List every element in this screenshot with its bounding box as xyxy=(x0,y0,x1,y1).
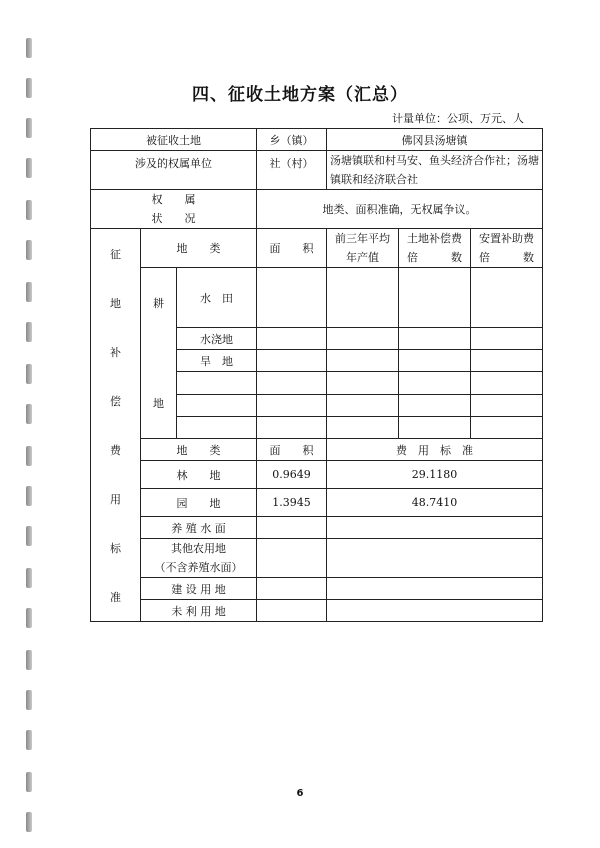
other-area: 0.9649 xyxy=(257,461,327,489)
village-label: 社（村） xyxy=(257,151,327,190)
other-row xyxy=(91,600,543,622)
binding-hole xyxy=(26,690,32,710)
unit-label: 计量单位：公项、万元、人 xyxy=(392,112,524,125)
h1-resettle-1: 安置补助费 xyxy=(479,232,535,245)
other-row xyxy=(91,461,543,489)
arable-type xyxy=(177,416,257,438)
arable-type: 水 田 xyxy=(177,268,257,328)
village-value: 汤塘镇联和村马安、鱼头经济合作社；汤塘镇联和经济联合社 xyxy=(327,151,543,190)
binding-hole xyxy=(26,526,32,546)
ownership-value: 地类、面积准确，无权属争议。 xyxy=(257,190,543,229)
side-char: 征 xyxy=(110,247,121,261)
other-standard: 48.7410 xyxy=(327,489,543,517)
other-type: 建 设 用 地 xyxy=(141,578,257,600)
other-row xyxy=(91,489,543,517)
other-row xyxy=(91,539,543,578)
other-standard xyxy=(327,578,543,600)
h1-resettle xyxy=(471,229,543,268)
binding-hole xyxy=(26,200,32,220)
binding-hole xyxy=(26,608,32,628)
h1-area: 面 积 xyxy=(257,229,327,268)
side-char: 用 xyxy=(110,492,121,506)
ownership-label xyxy=(91,190,257,229)
binding-hole xyxy=(26,158,32,178)
h1-avg-output xyxy=(327,229,399,268)
h2-standard: 费 用 标 准 xyxy=(327,439,543,461)
side-char: 标 xyxy=(110,541,121,555)
owner-row-village xyxy=(91,151,543,190)
other-type-line1: 其他农用地 xyxy=(171,542,227,555)
comp-side-label xyxy=(91,229,141,622)
binding-hole xyxy=(26,650,32,670)
h2-land-type: 地 类 xyxy=(141,439,257,461)
arable-row xyxy=(91,268,543,328)
binding-hole xyxy=(26,812,32,832)
other-standard: 29.1180 xyxy=(327,461,543,489)
township-label: 乡（镇） xyxy=(257,129,327,151)
binding-hole xyxy=(26,404,32,424)
page-title: 四、征收土地方案（汇总） xyxy=(192,85,408,105)
other-row xyxy=(91,517,543,539)
arable-type: 旱 地 xyxy=(177,350,257,372)
owner-label-1: 被征收土地 xyxy=(91,129,257,151)
side-char: 费 xyxy=(110,443,121,457)
h2-area: 面 积 xyxy=(257,439,327,461)
other-area xyxy=(257,539,327,578)
binding-hole xyxy=(26,568,32,588)
ownership-label-2: 状 况 xyxy=(151,212,196,225)
other-type-line2: （不含养殖水面） xyxy=(154,561,243,574)
arable-type: 水浇地 xyxy=(177,328,257,350)
other-area xyxy=(257,517,327,539)
other-area: 1.3945 xyxy=(257,489,327,517)
other-standard xyxy=(327,600,543,622)
side-char: 补 xyxy=(110,345,121,359)
h1-land-comp xyxy=(399,229,471,268)
arable-char: 耕 xyxy=(153,297,164,310)
other-type xyxy=(141,539,257,578)
arable-char: 地 xyxy=(153,397,164,410)
page-number: 6 xyxy=(296,788,304,799)
other-type: 林 地 xyxy=(141,461,257,489)
other-row xyxy=(91,578,543,600)
comp-header-1 xyxy=(91,229,543,268)
binding-hole xyxy=(26,240,32,260)
binding-hole xyxy=(26,38,32,58)
other-type: 养 殖 水 面 xyxy=(141,517,257,539)
h1-land-type: 地 类 xyxy=(141,229,257,268)
side-char: 偿 xyxy=(110,394,121,408)
land-plan-table xyxy=(90,128,543,622)
h1-land-comp-1: 土地补偿费 xyxy=(407,232,463,245)
other-area xyxy=(257,578,327,600)
other-type: 未 利 用 地 xyxy=(141,600,257,622)
binding-hole xyxy=(26,118,32,138)
side-char: 地 xyxy=(110,296,121,310)
township-value: 佛冈县汤塘镇 xyxy=(327,129,543,151)
arable-type xyxy=(177,394,257,416)
h1-resettle-2: 倍 数 xyxy=(479,251,535,264)
arable-label xyxy=(141,268,177,439)
binding-hole xyxy=(26,446,32,466)
other-type: 园 地 xyxy=(141,489,257,517)
other-standard xyxy=(327,517,543,539)
binding-hole xyxy=(26,730,32,750)
owner-label-2: 涉及的权属单位 xyxy=(91,151,257,190)
h1-land-comp-2: 倍 数 xyxy=(407,251,463,264)
other-area xyxy=(257,600,327,622)
ownership-row xyxy=(91,190,543,229)
arable-type xyxy=(177,372,257,394)
comp-header-2 xyxy=(91,439,543,461)
other-standard xyxy=(327,539,543,578)
side-char: 准 xyxy=(110,590,121,604)
h1-avg-output-1: 前三年平均 xyxy=(335,232,391,245)
binding-hole xyxy=(26,322,32,342)
binding-hole xyxy=(26,282,32,302)
owner-row-township xyxy=(91,129,543,151)
ownership-label-1: 权 属 xyxy=(151,193,196,206)
h1-avg-output-2: 年产值 xyxy=(346,251,380,264)
binding-hole xyxy=(26,364,32,384)
binding-hole xyxy=(26,486,32,506)
spiral-binding xyxy=(26,0,40,848)
